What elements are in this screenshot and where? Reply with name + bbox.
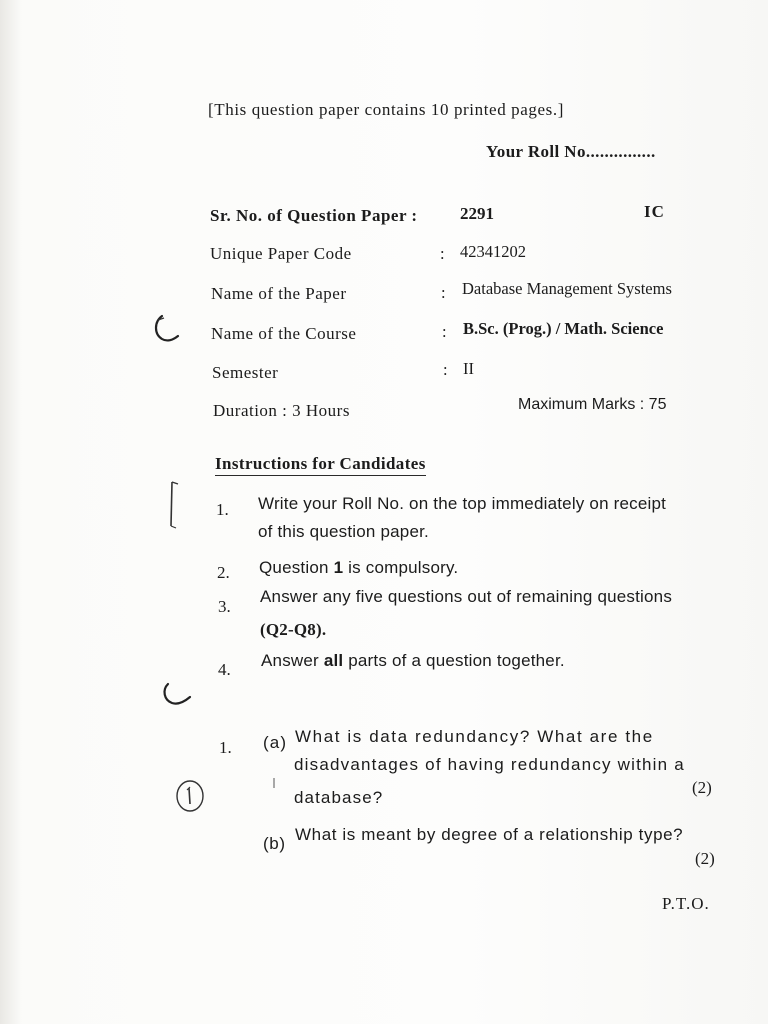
colon: : (442, 322, 447, 341)
paper-name-label: Name of the Paper (211, 284, 347, 303)
instruction-number: 2. (217, 563, 230, 582)
margin-tick-mark (156, 680, 196, 710)
sr-no-label: Sr. No. of Question Paper : (210, 206, 418, 225)
instructions-heading: Instructions for Candidates (215, 454, 426, 476)
instruction-number: 4. (218, 660, 231, 679)
instruction-number: 3. (218, 597, 231, 616)
unique-paper-code-label: Unique Paper Code (210, 244, 352, 263)
please-turn-over: P.T.O. (662, 894, 710, 913)
sr-no-code: IC (644, 202, 665, 221)
colon: : (441, 283, 446, 302)
circled-mark (170, 776, 210, 816)
semester-label: Semester (212, 363, 279, 382)
colon: : (443, 360, 448, 379)
paper-name-value: Database Management Systems (462, 279, 672, 298)
course-name-label: Name of the Course (211, 324, 357, 343)
question-1a-marks: (2) (692, 778, 712, 797)
unique-paper-code-value: 42341202 (460, 242, 526, 261)
instruction-1-line-2: of this question paper. (258, 522, 429, 541)
margin-bracket-mark (160, 478, 184, 534)
question-1a-label: (a) (263, 733, 288, 752)
page-count-note: [This question paper contains 10 printed pages.] (208, 100, 564, 119)
instruction-3-line-2: (Q2-Q8). (260, 620, 327, 639)
instruction-1-line-1: Write your Roll No. on the top immediately on receipt (258, 494, 667, 513)
instruction-2: Question 1 is compulsory. (259, 558, 459, 577)
duration: Duration : 3 Hours (213, 401, 350, 420)
instruction-3-line-1: Answer any five questions out of remaining questions (260, 587, 673, 606)
question-number: 1. (219, 738, 232, 757)
question-1a-line-1: What is data redundancy? What are the (295, 727, 654, 746)
maximum-marks: Maximum Marks : 75 (518, 396, 667, 413)
question-1a-line-3: database? (294, 788, 384, 807)
margin-tick-mark (148, 312, 182, 346)
instruction-number: 1. (216, 500, 229, 519)
colon: : (440, 244, 445, 263)
question-1b-line-1: What is meant by degree of a relationship type? (295, 825, 684, 844)
instruction-4: Answer all parts of a question together. (261, 651, 565, 670)
sr-no-value: 2291 (460, 204, 494, 223)
roll-number-line: Your Roll No............... (486, 142, 656, 161)
question-1a-line-2: disadvantages of having redundancy within a (294, 755, 685, 774)
semester-value: II (463, 359, 474, 378)
course-name-value: B.Sc. (Prog.) / Math. Science (463, 319, 664, 338)
question-1b-label: (b) (263, 834, 286, 853)
question-1b-marks: (2) (695, 849, 715, 868)
pen-stroke-mark (270, 776, 278, 792)
